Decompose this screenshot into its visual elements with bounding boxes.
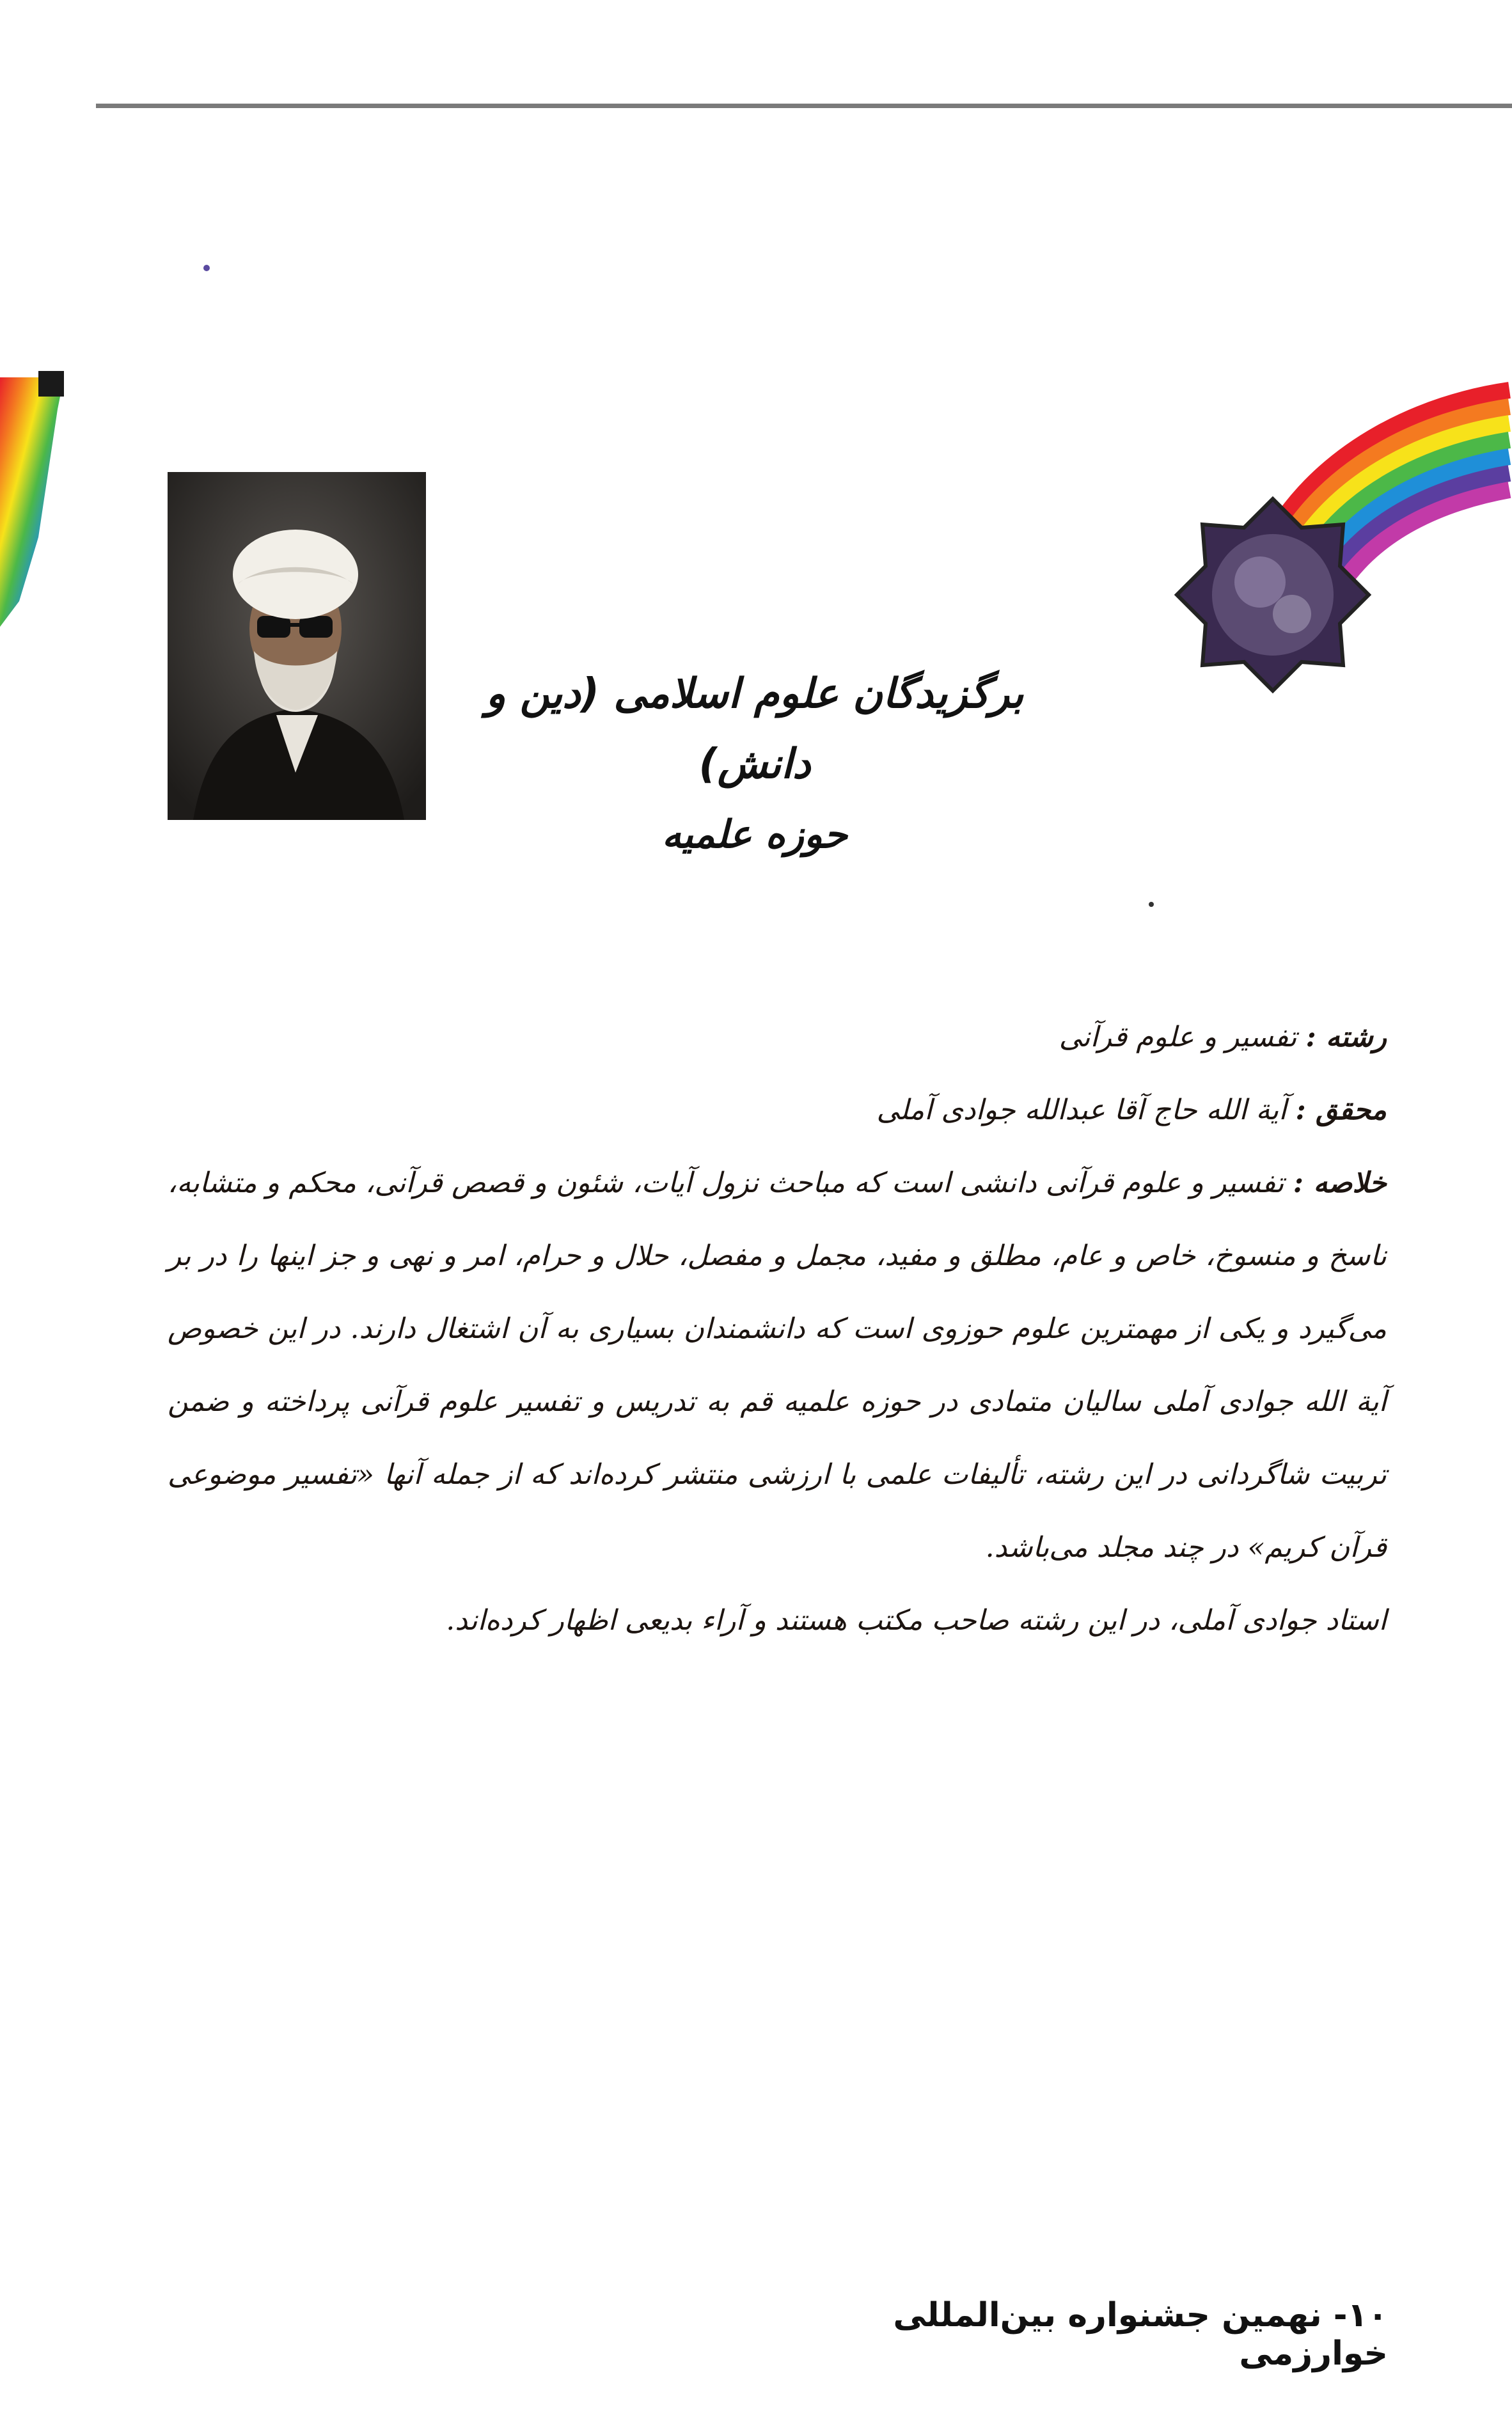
researcher-line xyxy=(168,1074,1387,1147)
field-label: رشته : xyxy=(1305,1021,1387,1053)
heading-subtitle: حوزه علمیه xyxy=(661,812,847,857)
field-line xyxy=(168,1001,1387,1074)
summary-paragraph xyxy=(168,1147,1387,1584)
page-footer: ۱۰- نهمین جشنواره بین‌المللی خوارزمی xyxy=(893,2296,1388,2373)
decorative-dot xyxy=(203,265,210,271)
heading-block xyxy=(448,659,1062,870)
rainbow-left-decoration xyxy=(0,371,64,640)
top-rule xyxy=(96,104,1512,108)
portrait-photo xyxy=(168,472,426,820)
field-value: تفسیر و علوم قرآنی xyxy=(1059,1021,1297,1053)
summary-label: خلاصه : xyxy=(1293,1167,1387,1199)
closing-line: استاد جوادی آملی، در این رشته صاحب مکتب هستند و آراء بدیعی اظهار کرده‌اند. xyxy=(446,1604,1387,1637)
rainbow-emblem-decoration xyxy=(1151,377,1512,736)
decorative-dot xyxy=(1149,902,1154,907)
body-text xyxy=(168,1001,1387,1657)
researcher-value: آیة الله حاج آقا عبدالله جوادی آملی xyxy=(876,1094,1287,1126)
researcher-label: محقق : xyxy=(1295,1094,1387,1126)
summary-value: تفسیر و علوم قرآنی دانشی است که مباحث نزول آیات، شئون و قصص قرآنی، محکم و متشابه، ناسخ و منسوخ، خاص و عام، مطلق و مفید، مجمل و مفصل، حلال و حرام، امر و نهی و جز اینها را در بر می‌گیرد و یکی از مهمترین علوم حوزوی است که دانشمندان بسیاری به آن اشتغال دارند. در این خصوص آیة الله جوادی آملی سالیان متمادی در حوزه علمیه قم به تدریس و تفسیر علوم قرآنی پرداخته و ضمن تربیت شاگردانی در این رشته، تألیفات علمی با ارزشی منتشر کرده‌اند که از جمله آنها «تفسیر موضوعی قرآن کریم» در چند مجلد می‌باشد. xyxy=(168,1167,1387,1564)
heading-title: برگزیدگان علوم اسلامی (دین و دانش) xyxy=(485,670,1024,788)
